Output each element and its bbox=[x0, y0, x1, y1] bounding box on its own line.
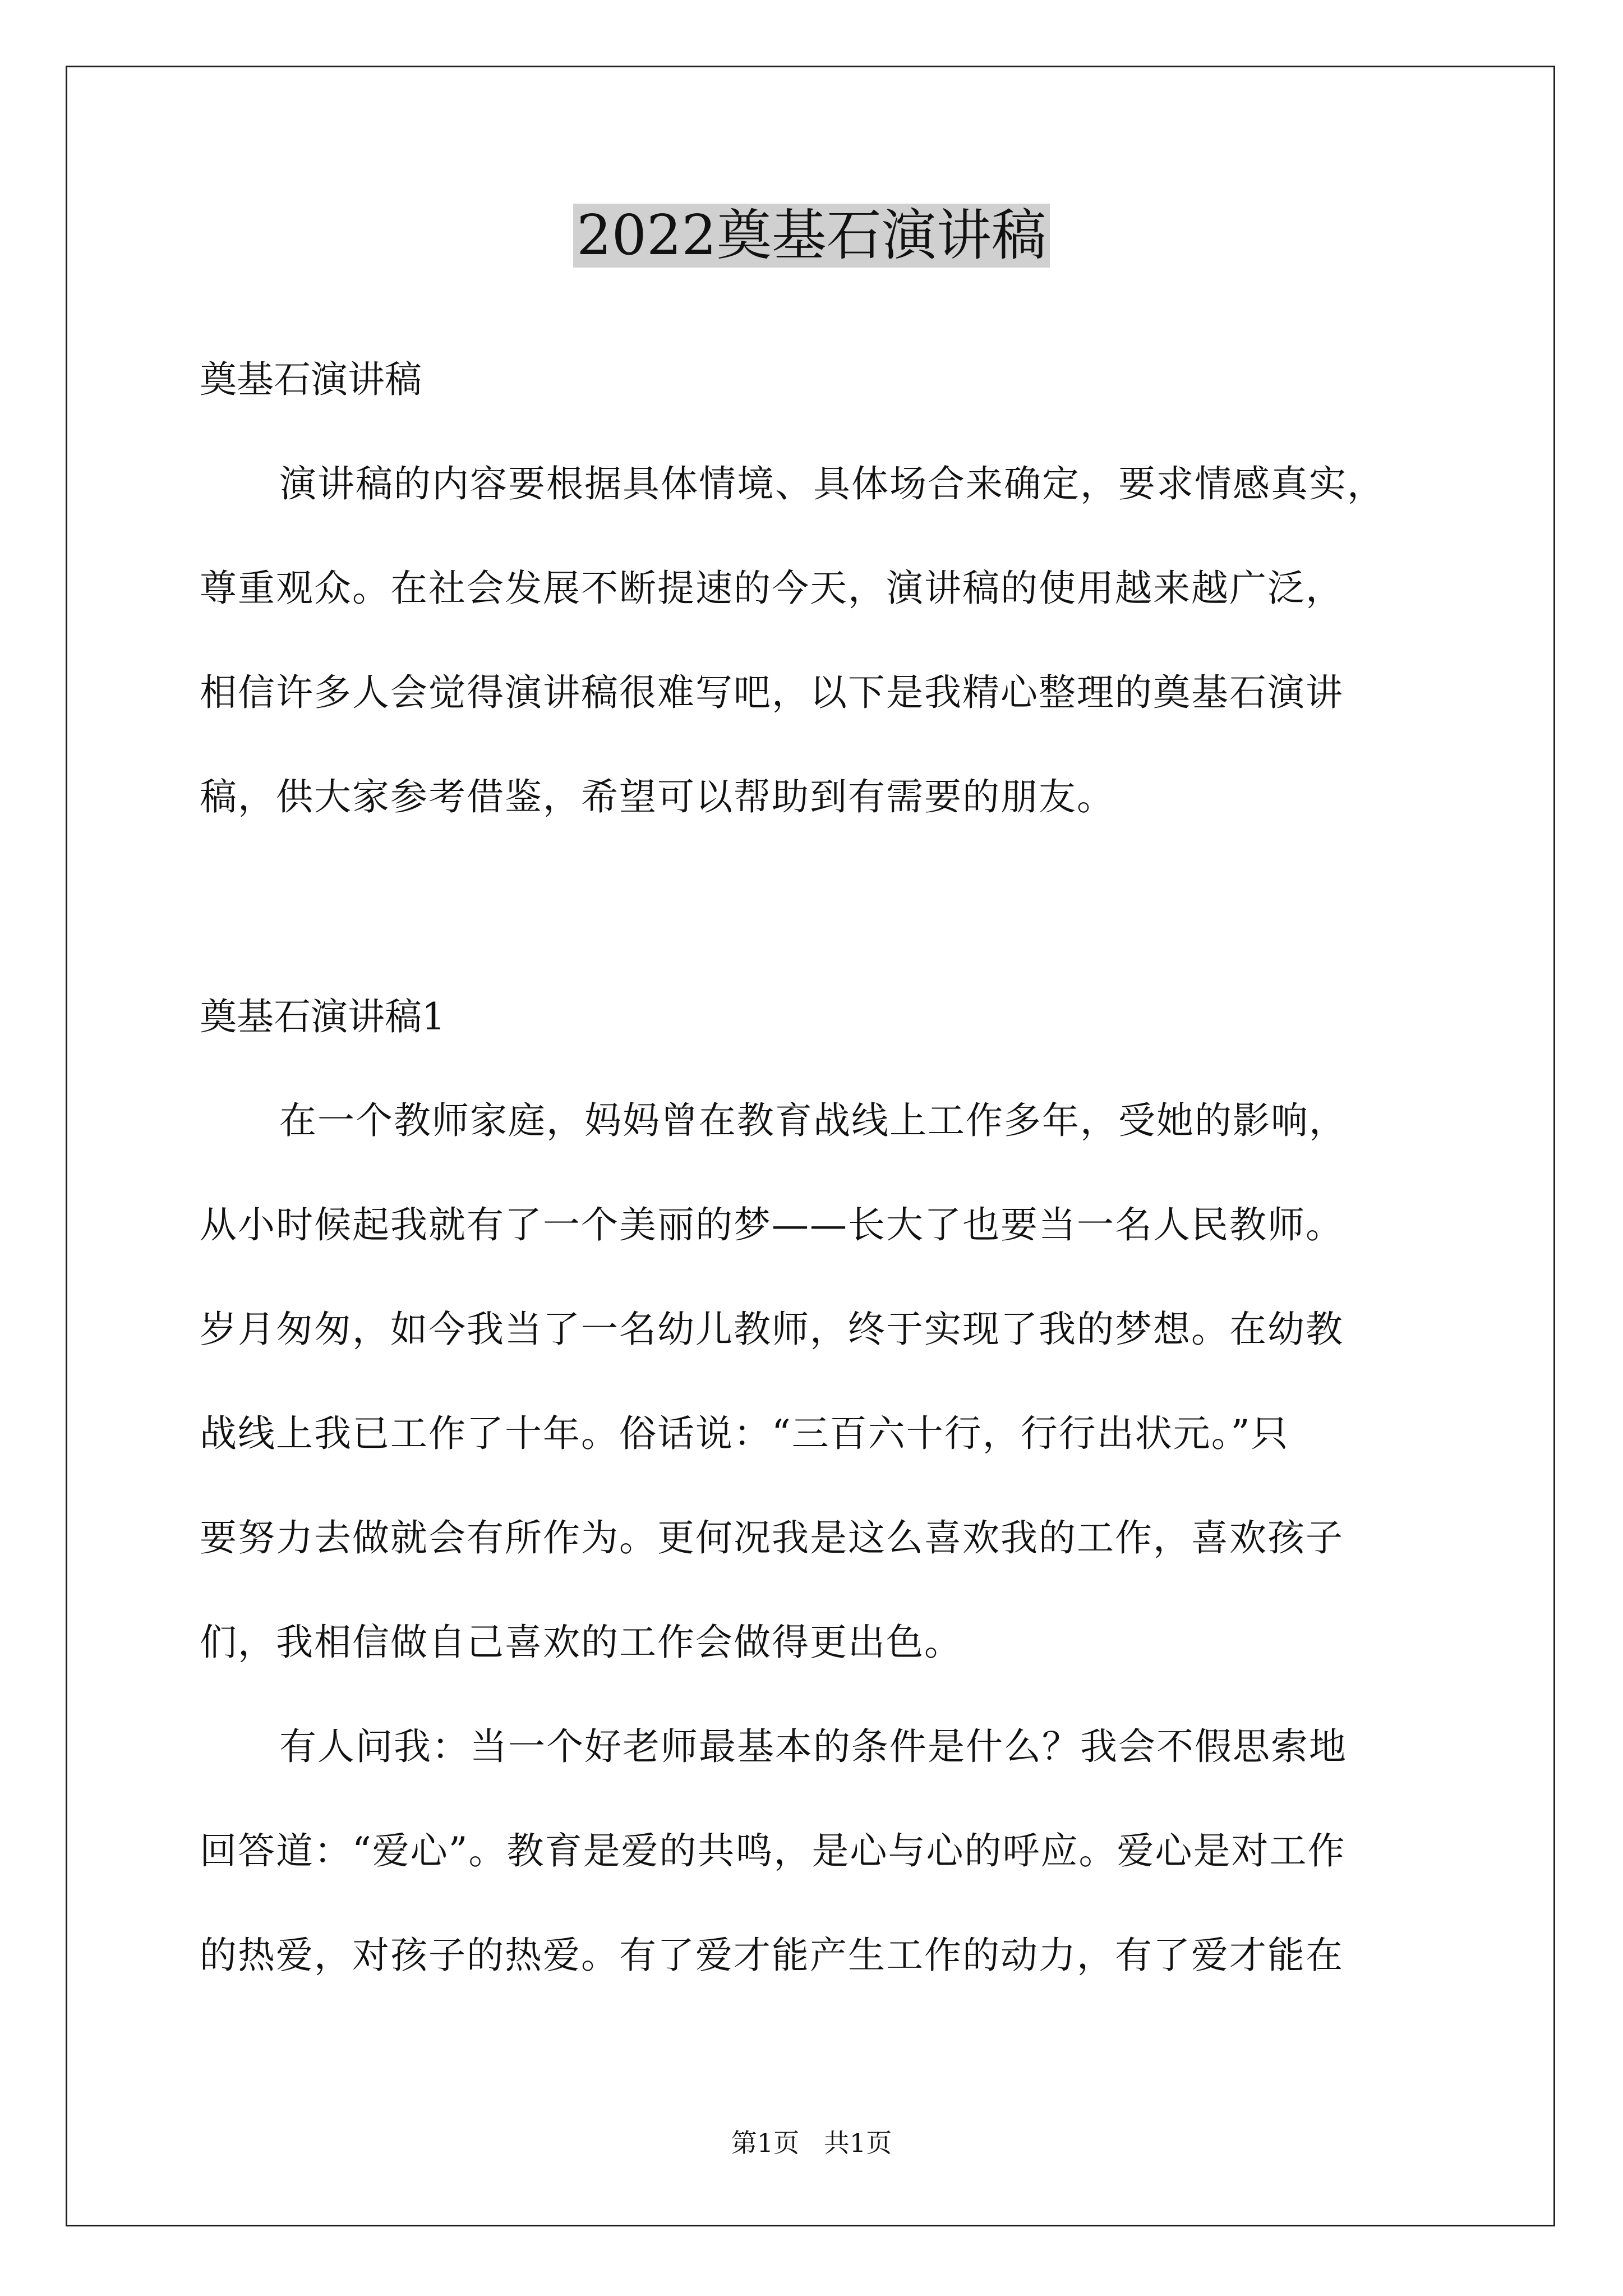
page-footer: 第1页 共1页 bbox=[731, 2128, 892, 2158]
paragraph-line: 战线上我已工作了十年。俗话说：“三百六十行，行行出状元。”只 bbox=[200, 1412, 1289, 1455]
paragraph-line: 们，我相信做自己喜欢的工作会做得更出色。 bbox=[200, 1621, 962, 1664]
document-title-text: 2022奠基石演讲稿 bbox=[573, 204, 1049, 268]
section-heading: 奠基石演讲稿1 bbox=[200, 995, 445, 1038]
document-title bbox=[0, 196, 1623, 275]
intro-line: 稿，供大家参考借鉴，希望可以帮助到有需要的朋友。 bbox=[200, 775, 1115, 818]
paragraph-line: 有人问我：当一个好老师最基本的条件是什么？我会不假思索地 bbox=[279, 1725, 1347, 1768]
paragraph-line: 的热爱，对孩子的热爱。有了爱才能产生工作的动力，有了爱才能在 bbox=[200, 1934, 1344, 1977]
paragraph-line: 岁月匆匆，如今我当了一名幼儿教师，终于实现了我的梦想。在幼教 bbox=[200, 1308, 1344, 1351]
paragraph-line: 回答道：“爱心”。教育是爱的共鸣，是心与心的呼应。爱心是对工作 bbox=[200, 1829, 1346, 1872]
paragraph-line: 要努力去做就会有所作为。更何况我是这么喜欢我的工作，喜欢孩子 bbox=[200, 1516, 1344, 1559]
intro-line: 相信许多人会觉得演讲稿很难写吧，以下是我精心整理的奠基石演讲 bbox=[200, 671, 1344, 714]
intro-line: 演讲稿的内容要根据具体情境、具体场合来确定，要求情感真实， bbox=[279, 462, 1385, 505]
intro-line: 尊重观众。在社会发展不断提速的今天，演讲稿的使用越来越广泛， bbox=[200, 567, 1344, 610]
paragraph-line: 在一个教师家庭，妈妈曾在教育战线上工作多年，受她的影响， bbox=[279, 1099, 1347, 1142]
intro-heading: 奠基石演讲稿 bbox=[200, 358, 422, 401]
paragraph-line: 从小时候起我就有了一个美丽的梦——长大了也要当一名人民教师。 bbox=[200, 1203, 1344, 1246]
